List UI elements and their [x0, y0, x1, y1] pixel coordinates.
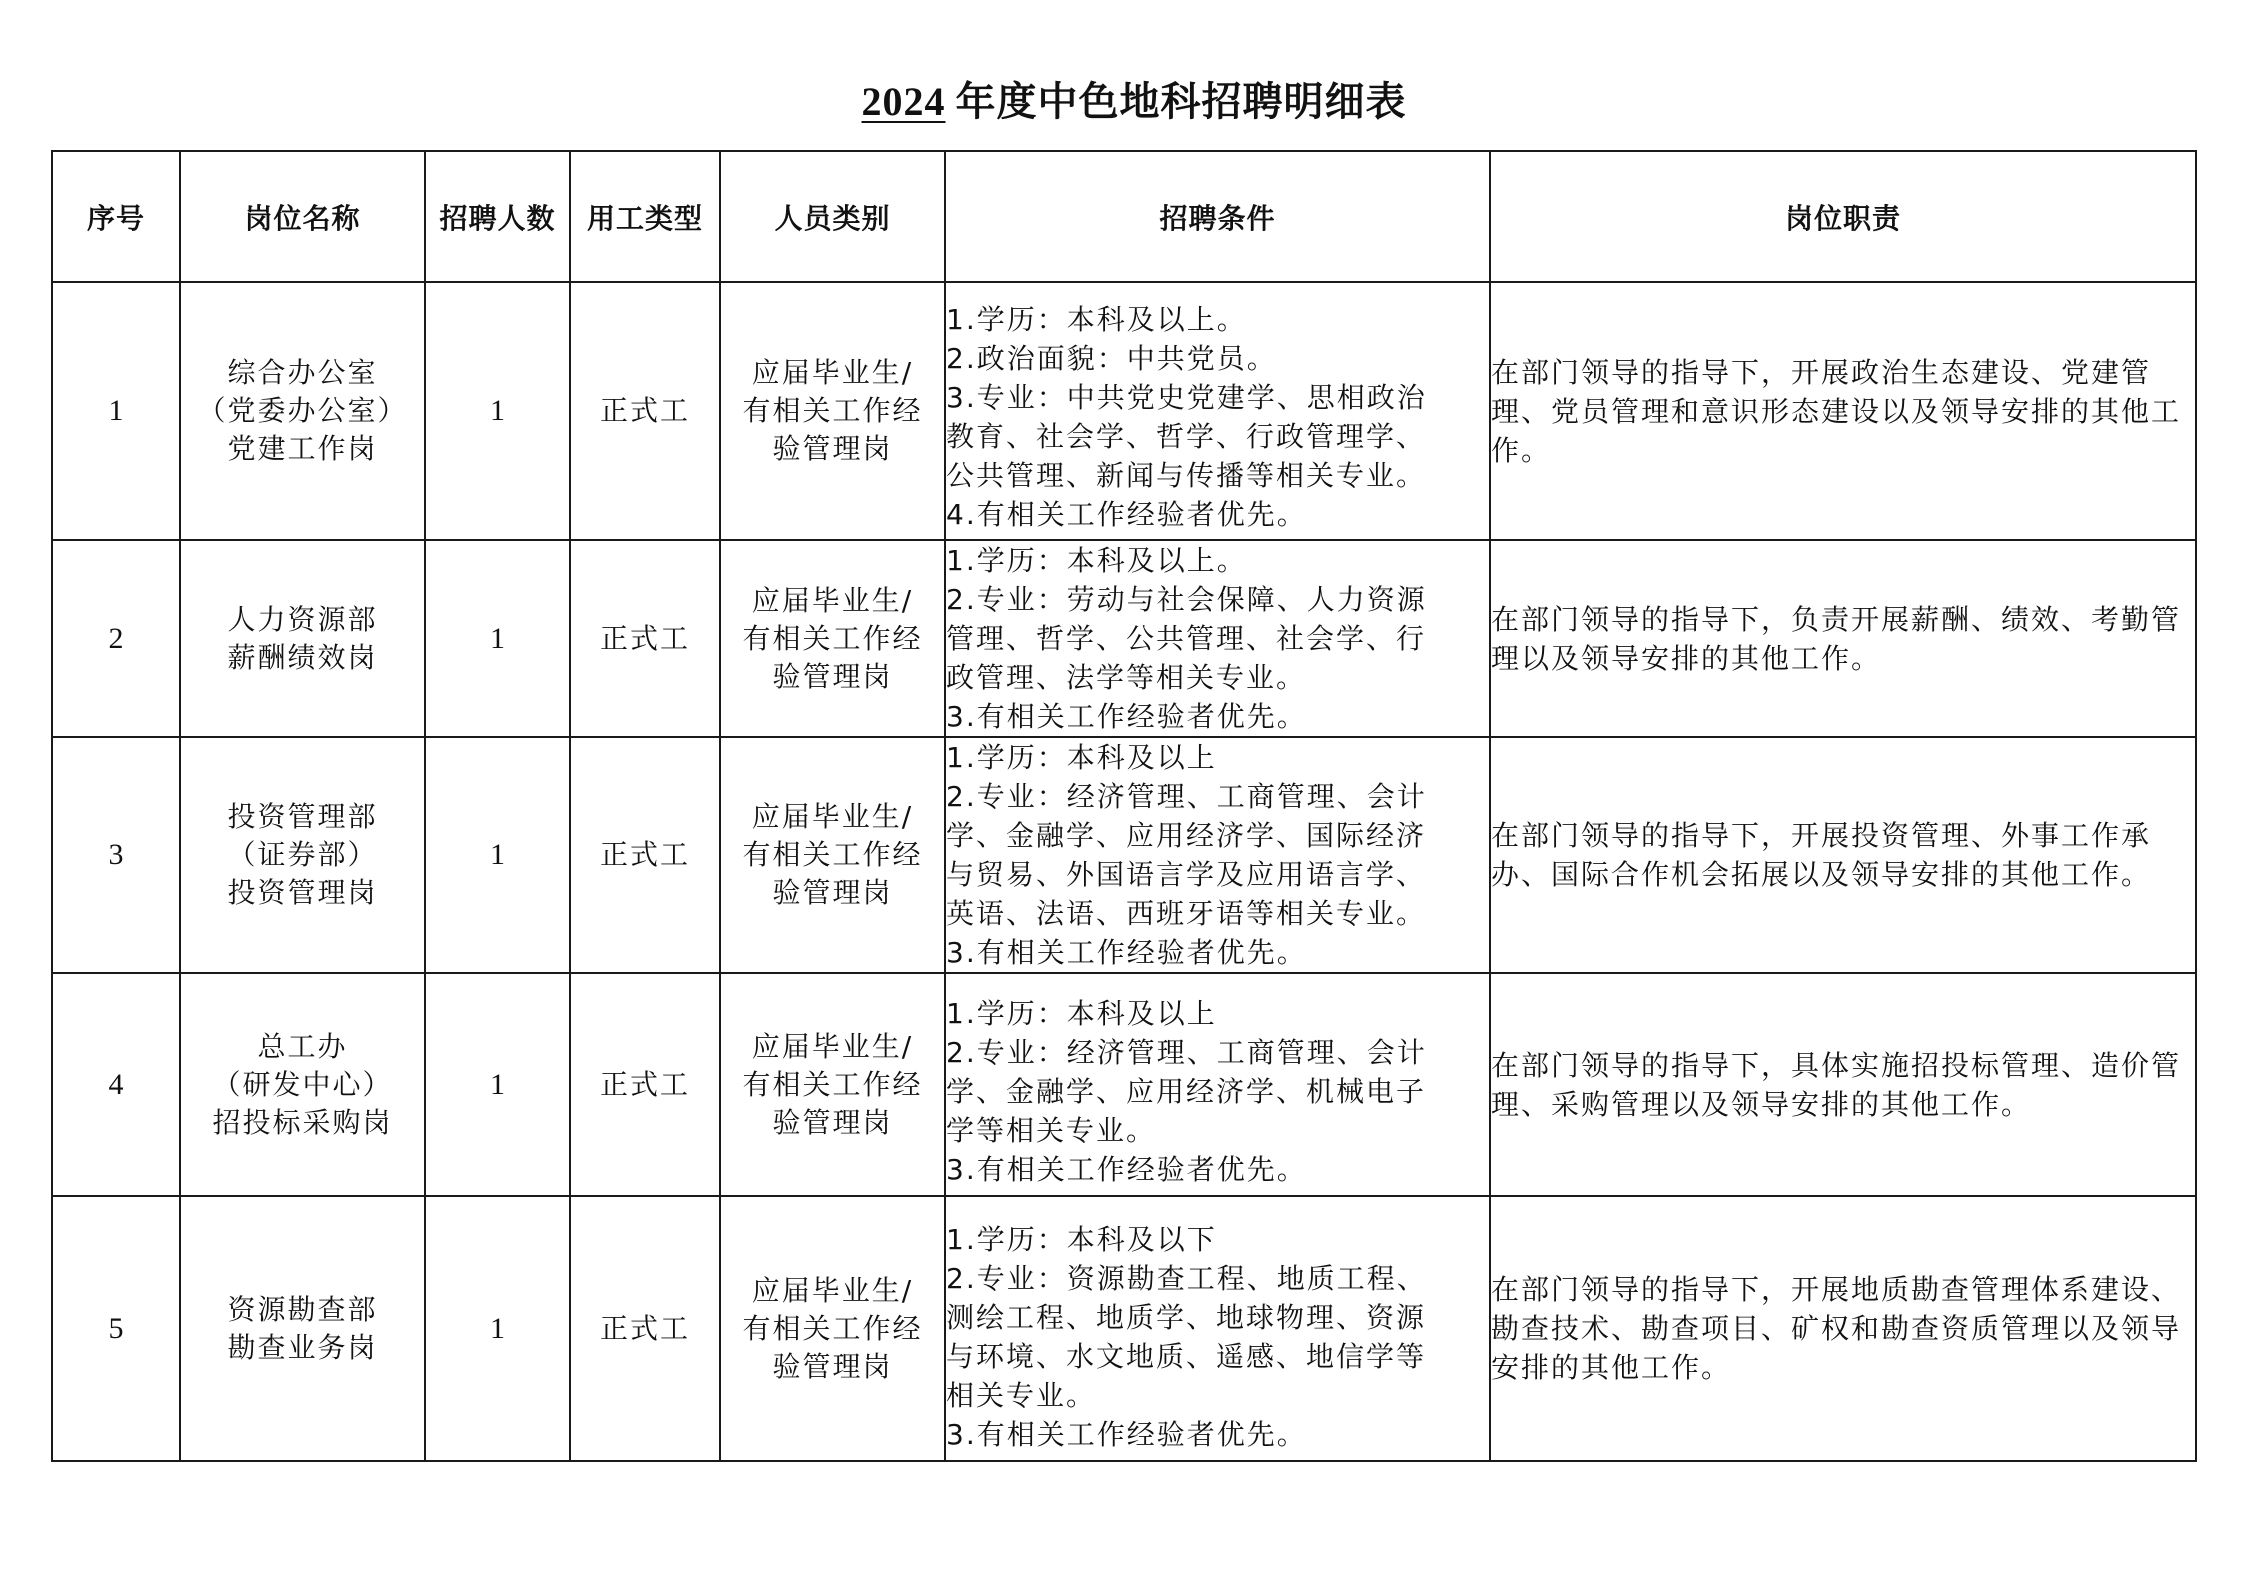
cell-count: 1	[425, 540, 570, 737]
category-line: 有相关工作经	[742, 1067, 923, 1101]
requirement-line: 3.有相关工作经验者优先。	[946, 936, 1307, 969]
category-line: 应届毕业生/	[751, 583, 914, 617]
requirement-line: 公共管理、新闻与传播等相关专业。	[946, 459, 1427, 492]
position-line: 投资管理部	[227, 800, 378, 833]
cell-requirements	[945, 540, 1490, 737]
position-line: 党建工作岗	[227, 432, 378, 465]
header-count: 招聘人数	[425, 151, 570, 282]
requirement-line: 管理、哲学、公共管理、社会学、行	[946, 622, 1427, 655]
requirement-line: 4.有相关工作经验者优先。	[946, 498, 1307, 531]
position-line: 人力资源部	[227, 602, 378, 636]
cell-personnel-category	[720, 540, 945, 737]
category-line: 应届毕业生/	[751, 356, 914, 389]
requirement-line: 2.专业：经济管理、工商管理、会计	[946, 780, 1427, 813]
requirement-line: 学、金融学、应用经济学、机械电子	[946, 1075, 1427, 1108]
cell-personnel-category	[720, 973, 945, 1196]
requirement-line: 学、金融学、应用经济学、国际经济	[946, 819, 1427, 852]
header-seq: 序号	[52, 151, 180, 282]
requirement-line: 相关专业。	[946, 1378, 1097, 1412]
cell-employment-type: 正式工	[570, 540, 720, 737]
category-line: 验管理岗	[772, 659, 893, 693]
requirement-line: 2.专业：劳动与社会保障、人力资源	[946, 583, 1427, 616]
requirement-line: 政管理、法学等相关专业。	[946, 661, 1307, 694]
requirement-line: 3.有相关工作经验者优先。	[946, 1153, 1307, 1186]
requirement-line: 与环境、水文地质、遥感、地信学等	[946, 1339, 1427, 1373]
cell-employment-type: 正式工	[570, 1196, 720, 1461]
category-line: 验管理岗	[772, 1349, 893, 1383]
position-line: 投资管理岗	[227, 876, 378, 909]
requirement-line: 测绘工程、地质学、地球物理、资源	[946, 1300, 1427, 1334]
position-line: （证券部）	[227, 838, 378, 871]
position-line: 勘查业务岗	[227, 1330, 378, 1364]
requirement-line: 3.有相关工作经验者优先。	[946, 700, 1307, 733]
cell-duties: 在部门领导的指导下，开展地质勘查管理体系建设、勘查技术、勘查项目、矿权和勘查资质管理以及领导安排的其他工作。	[1490, 1196, 2196, 1461]
header-requirements: 招聘条件	[945, 151, 1490, 282]
requirement-line: 1.学历：本科及以上。	[946, 544, 1247, 577]
cell-position	[180, 540, 425, 737]
category-line: 应届毕业生/	[751, 1273, 914, 1307]
position-line: （党委办公室）	[197, 394, 408, 427]
requirement-line: 3.专业：中共党史党建学、思相政治	[946, 381, 1427, 414]
requirement-line: 英语、法语、西班牙语等相关专业。	[946, 897, 1427, 930]
cell-duties: 在部门领导的指导下，开展投资管理、外事工作承办、国际合作机会拓展以及领导安排的其他工作。	[1490, 737, 2196, 973]
page-title	[0, 70, 2244, 127]
header-duties: 岗位职责	[1490, 151, 2196, 282]
cell-seq: 1	[52, 282, 180, 540]
header-row	[52, 151, 2196, 282]
position-line: 薪酬绩效岗	[227, 640, 378, 674]
cell-personnel-category	[720, 282, 945, 540]
cell-count: 1	[425, 1196, 570, 1461]
cell-count: 1	[425, 973, 570, 1196]
cell-position	[180, 282, 425, 540]
cell-requirements	[945, 737, 1490, 973]
cell-duties: 在部门领导的指导下，开展政治生态建设、党建管理、党员管理和意识形态建设以及领导安排的其他工作。	[1490, 282, 2196, 540]
category-line: 有相关工作经	[742, 621, 923, 655]
recruitment-table	[51, 150, 2197, 1462]
cell-duties: 在部门领导的指导下，负责开展薪酬、绩效、考勤管理以及领导安排的其他工作。	[1490, 540, 2196, 737]
table-row	[52, 282, 2196, 540]
cell-seq: 5	[52, 1196, 180, 1461]
requirement-line: 1.学历：本科及以上	[946, 997, 1217, 1030]
requirement-line: 2.专业：资源勘查工程、地质工程、	[946, 1261, 1427, 1295]
cell-seq: 4	[52, 973, 180, 1196]
table-row	[52, 1196, 2196, 1461]
cell-requirements	[945, 282, 1490, 540]
cell-personnel-category	[720, 737, 945, 973]
category-line: 验管理岗	[772, 432, 893, 465]
category-line: 应届毕业生/	[751, 1029, 914, 1063]
requirement-line: 2.政治面貌：中共党员。	[946, 342, 1277, 375]
category-line: 有相关工作经	[742, 1311, 923, 1345]
category-line: 有相关工作经	[742, 838, 923, 871]
cell-employment-type: 正式工	[570, 737, 720, 973]
category-line: 有相关工作经	[742, 394, 923, 427]
cell-requirements	[945, 1196, 1490, 1461]
requirement-line: 2.专业：经济管理、工商管理、会计	[946, 1036, 1427, 1069]
cell-position	[180, 1196, 425, 1461]
cell-seq: 2	[52, 540, 180, 737]
table-row	[52, 973, 2196, 1196]
cell-employment-type: 正式工	[570, 282, 720, 540]
category-line: 验管理岗	[772, 876, 893, 909]
cell-seq: 3	[52, 737, 180, 973]
position-line: 综合办公室	[227, 356, 378, 389]
cell-position	[180, 737, 425, 973]
position-line: 总工办	[257, 1029, 348, 1063]
header-position: 岗位名称	[180, 151, 425, 282]
category-line: 验管理岗	[772, 1105, 893, 1139]
cell-count: 1	[425, 737, 570, 973]
title-year: 2024	[861, 79, 946, 124]
requirement-line: 3.有相关工作经验者优先。	[946, 1417, 1307, 1451]
cell-position	[180, 973, 425, 1196]
cell-employment-type: 正式工	[570, 973, 720, 1196]
cell-duties: 在部门领导的指导下，具体实施招投标管理、造价管理、采购管理以及领导安排的其他工作。	[1490, 973, 2196, 1196]
cell-count: 1	[425, 282, 570, 540]
position-line: （研发中心）	[212, 1067, 393, 1101]
requirement-line: 与贸易、外国语言学及应用语言学、	[946, 858, 1427, 891]
cell-requirements	[945, 973, 1490, 1196]
requirement-line: 学等相关专业。	[946, 1114, 1157, 1147]
requirement-line: 1.学历：本科及以下	[946, 1222, 1217, 1256]
requirement-line: 1.学历：本科及以上	[946, 741, 1217, 774]
category-line: 应届毕业生/	[751, 800, 914, 833]
title-text: 年度中色地科招聘明细表	[955, 79, 1407, 125]
requirement-line: 1.学历：本科及以上。	[946, 303, 1247, 336]
requirement-line: 教育、社会学、哲学、行政管理学、	[946, 420, 1427, 453]
position-line: 招投标采购岗	[212, 1105, 393, 1139]
header-employment-type: 用工类型	[570, 151, 720, 282]
header-personnel-category: 人员类别	[720, 151, 945, 282]
table-row	[52, 737, 2196, 973]
position-line: 资源勘查部	[227, 1292, 378, 1326]
cell-personnel-category	[720, 1196, 945, 1461]
table-row	[52, 540, 2196, 737]
